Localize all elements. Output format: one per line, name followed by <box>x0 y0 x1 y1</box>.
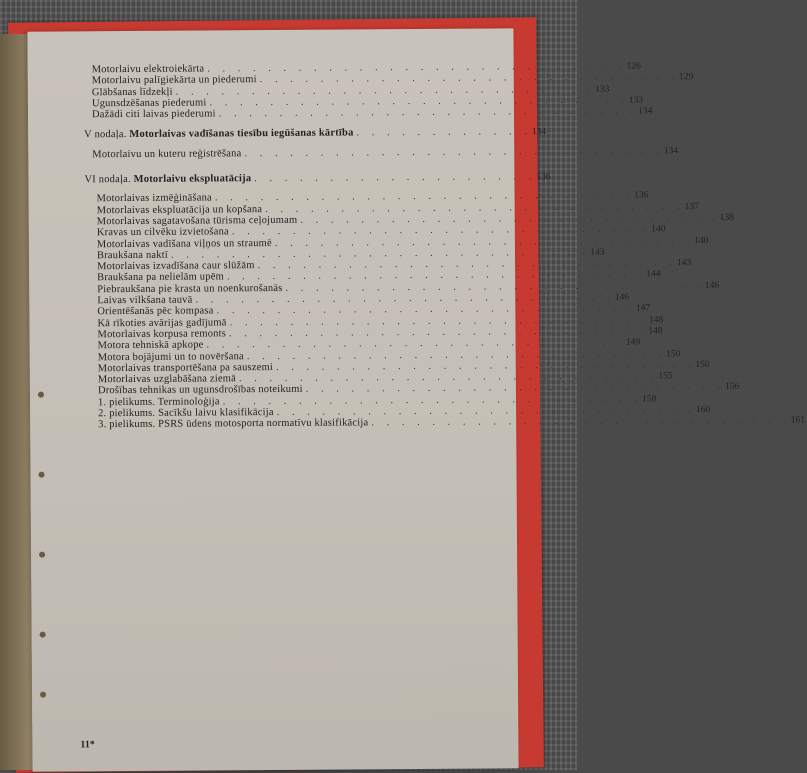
leader-dots: . . . . . . . . . . . . . . . . . . . . . . . . . . . . <box>170 246 591 261</box>
chapter-prefix: VI nodaļa. <box>84 174 131 186</box>
leader-dots: . . . . . . . . . . . . . . . . . . . . . . . . . . . . <box>265 200 685 215</box>
entry-title: Orientēšanās pēc kompasa <box>97 305 214 318</box>
leader-dots: . . . . . . . . . . . . . . . . . . . . . . . . . . . . <box>274 234 695 249</box>
leader-dots: . . . . . . . . . . . . . . . . . . . . . . . . . . . . <box>231 223 652 238</box>
chapter-prefix: V nodaļa. <box>84 129 127 141</box>
leader-dots: . . . . . . . . . . . . . . . . . . . . . . . . . . . . <box>218 105 639 120</box>
toc-section-equipment <box>84 60 694 122</box>
leader-dots: . . . . . . . . . . . . . . . . . . . <box>254 171 537 185</box>
entry-title: Motorlaivas transportēšana pa sauszemi <box>97 361 274 375</box>
page-number: 134 <box>638 106 653 117</box>
page-number: 148 <box>648 326 663 337</box>
entry-title: Motorlaivas izvadīšana caur slūžām <box>97 260 255 273</box>
entry-title: Motorlaivas korpusa remonts <box>97 328 227 341</box>
entry-title: Kravas un cilvēku izvietošana <box>96 226 229 239</box>
page-number: 137 <box>684 201 699 212</box>
leader-dots: . . . . . . . . . . . . . . . . . . . . . . . . . . . . <box>214 189 635 204</box>
chapter-title: Motorlaivu ekspluatācija <box>133 173 252 186</box>
table-of-contents <box>84 60 806 432</box>
toc-entry <box>84 145 679 161</box>
page-number: 133 <box>595 84 610 95</box>
entry-title: 3. pielikums. PSRS ūdens motosporta normatīvu klasifikācija <box>98 417 369 431</box>
chapter-title: Motorlaivas vadīšanas tiesību iegūšanas kārtība <box>129 127 354 141</box>
page-number: 140 <box>651 224 666 235</box>
leader-dots: . . . . . . . . . . . . . . . . . . . . . . . . . . . . <box>371 414 791 429</box>
entry-title: Motorlaivas sagatavošana tūrisma ceļojumam <box>96 214 298 228</box>
binding-hole <box>40 632 46 638</box>
entry-title: Braukšana naktī <box>96 249 168 262</box>
page-number: 143 <box>590 247 605 258</box>
leader-dots: . . . . . . . . . . . . . . . . . . . . . . . . . . . . <box>228 325 649 340</box>
entry-title: Motorlaivu elektroiekārta <box>91 63 205 76</box>
leader-dots: . . . . . . . . . . . . . . . . . . . . . . . . . . . . <box>246 347 667 362</box>
entry-title: 2. pielikums. Sacīkšu laivu klasifikācija <box>98 407 274 420</box>
entry-title: Drošības tehnikas un ugunsdrošības noteikumi <box>97 384 303 397</box>
entry-title: Kā rīkoties avārijas gadījumā <box>97 316 227 329</box>
binding-hole <box>38 392 44 398</box>
entry-title: Dažādi citi laivas piederumi <box>91 108 216 121</box>
leader-dots: . . . . . . . . . . . . . . . . . . . . . . . . . . . . <box>216 302 636 317</box>
signature-mark: 11* <box>80 739 95 751</box>
page-number: 147 <box>635 303 651 314</box>
entry-title: Motorlaivas izmēģināšana <box>96 192 212 205</box>
page-number: 136 <box>536 172 551 183</box>
entry-title: Laivas vilkšana tauvā <box>97 294 193 307</box>
leader-dots: . . . . . . . . . . . . . . . . . . . . . . . . . . . . <box>207 60 627 75</box>
page-number: 126 <box>626 61 641 72</box>
entry-title: Motorlaivas uzglabāšana ziemā <box>97 373 237 386</box>
leader-dots: . . . . . . . . . . . . . . . . . . . . . . . . . . . . <box>175 83 596 98</box>
page-number: 146 <box>704 280 720 291</box>
page-number: 134 <box>531 127 547 138</box>
leader-dots: . . . . . . . . . . . . . . . . . . . . . . . . . . . . <box>257 257 678 272</box>
page-number: 158 <box>642 394 657 405</box>
leader-dots: . . . . . . . . . . . . . . . . . . . . . . . . . . . . <box>275 358 696 373</box>
page-number: 149 <box>625 337 641 348</box>
page-number: 129 <box>679 72 694 83</box>
leader-dots: . . . . . . . . . . . . . . . . . . . . . . . . . . . . <box>259 71 680 86</box>
leader-dots: . . . . . . . . . . . . . . . . . . . . . . . . . . . . <box>206 336 626 351</box>
page-number: 136 <box>634 190 649 201</box>
leader-dots: . . . . . . . . . . . . . . . . . . . . . . . . . . . . <box>305 381 726 396</box>
book-page <box>27 28 806 771</box>
page-number: 156 <box>725 382 740 393</box>
page-number: 144 <box>646 269 661 280</box>
page-number: 161 <box>790 415 806 426</box>
entry-title: Motorlaivas vadīšana viļņos un straumē <box>96 237 272 250</box>
entry-title: Motorlaivu un kuteru reģistrēšana <box>92 147 242 161</box>
entry-title: Motora bojājumi un to novēršana <box>97 350 244 363</box>
entry-title: Braukšana pa nelielām upēm <box>97 271 224 284</box>
leader-dots: . . . . . . . . . . . . . . . . . . . . . . . . . . . . <box>244 145 664 159</box>
binding-hole <box>40 692 46 698</box>
page-number: 146 <box>614 292 630 303</box>
page-number: 143 <box>676 258 692 269</box>
page-number: 134 <box>663 145 679 157</box>
entry-title: Motora tehniskā apkope <box>97 339 204 352</box>
toc-entry <box>86 414 806 432</box>
page-number: 133 <box>628 95 644 106</box>
page-number: 138 <box>719 212 734 223</box>
leader-dots: . . . . . . . . . . . . . . . . . . . . . . . . . . . . <box>195 291 615 306</box>
toc-section-ch5 <box>84 145 679 161</box>
leader-dots: . . . . . . . . . . . . . . . . . . . . . . . . . . . . <box>209 94 629 109</box>
leader-dots: . . . . . . . . . . . . . . . . . . . . . . . . . . . . <box>238 370 659 385</box>
entry-title: Glābšanas līdzekļi <box>91 86 173 98</box>
page-number: 160 <box>696 404 711 416</box>
page-number: 155 <box>658 371 673 382</box>
leader-dots: . . . . . . . . . . . . . . . . . . . . . . . . . . . . <box>276 404 697 418</box>
page-number: 150 <box>666 348 681 359</box>
toc-section-ch6 <box>85 189 806 432</box>
toc-entry <box>84 105 653 122</box>
leader-dots: . . . . . . . . . . . . . . . . . . . . . . . . . . . . <box>300 211 720 226</box>
binding-hole <box>39 552 45 558</box>
binding-hole <box>38 472 44 478</box>
leader-dots: . . . . . . . . . . . . . . . . . . . . . . . . . . . . <box>285 279 705 294</box>
leader-dots: . . . . . . . . . . . . . . . . . . . . . . . . . . . . <box>222 393 643 408</box>
entry-title: Motorlaivu palīgiekārta un piederumi <box>91 74 257 87</box>
leader-dots: . . . . . . . . . . . . . . . . . . . . . . . . . . . . <box>229 314 650 328</box>
leader-dots: . . . . . . . . . . . . <box>356 126 532 139</box>
entry-title: Piebraukšana pie krasta un noenkurošanās <box>97 282 283 295</box>
entry-title: Motorlaivas ekspluatācija un kopšana <box>96 203 263 216</box>
page-number: 148 <box>648 314 664 326</box>
leader-dots: . . . . . . . . . . . . . . . . . . . . . . . . . . . . <box>226 268 647 283</box>
entry-title: Ugunsdzēšanas piederumi <box>91 97 207 110</box>
entry-title: 1. pielikums. Terminoloģija <box>97 396 220 408</box>
page-number: 140 <box>694 235 709 246</box>
page-number: 150 <box>695 359 710 370</box>
